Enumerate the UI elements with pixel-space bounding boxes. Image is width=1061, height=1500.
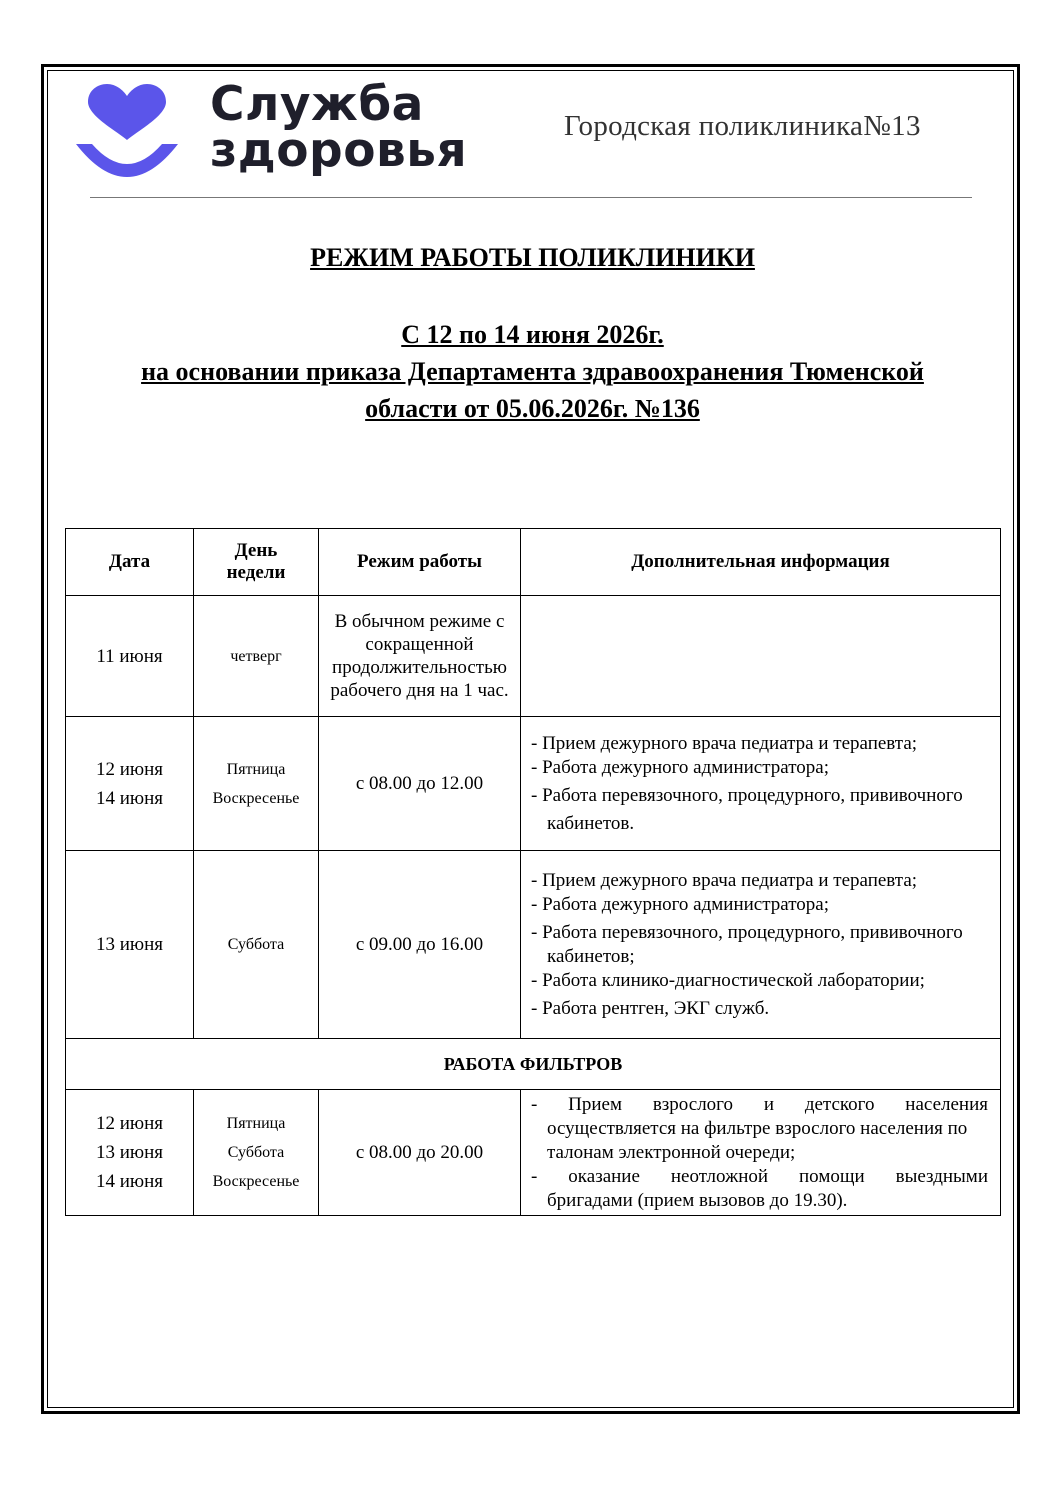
table-row bbox=[66, 1090, 1001, 1216]
weekday-value: Воскресенье bbox=[212, 1173, 300, 1190]
weekday-value: Суббота bbox=[227, 1144, 285, 1161]
order-subtitle bbox=[60, 316, 1005, 427]
date-cell bbox=[66, 851, 194, 1039]
header-mode: Режим работы bbox=[319, 529, 521, 596]
date-value: 12 июня bbox=[95, 1113, 164, 1134]
header-divider bbox=[90, 197, 972, 198]
logo-wordmark bbox=[210, 77, 468, 178]
work-mode-value: с 09.00 до 16.00 bbox=[355, 933, 484, 955]
subtitle-line-2: на основании приказа Департамента здравоохранения Тюменской bbox=[141, 357, 924, 386]
work-mode-value: В обычном режиме с сокращенной продолжительностью рабочего дня на 1 час. bbox=[330, 611, 509, 701]
logo-line-1: Служба bbox=[210, 77, 424, 132]
page-title: РЕЖИМ РАБОТЫ ПОЛИКЛИНИКИ bbox=[310, 243, 755, 272]
weekday-cell bbox=[194, 851, 319, 1039]
info-line: - Работа клинико-диагностической лаборатории; bbox=[531, 969, 925, 991]
info-line: - Работа рентген, ЭКГ служб. bbox=[531, 997, 770, 1019]
info-line: - оказание неотложной помощи выездными bbox=[531, 1165, 988, 1187]
info-line: - Работа дежурного администратора; bbox=[531, 756, 829, 778]
info-line: - Работа дежурного администратора; bbox=[531, 893, 829, 915]
weekday-value: четверг bbox=[230, 647, 282, 665]
info-line: осуществляется на фильтре взрослого населения по bbox=[547, 1117, 968, 1139]
filters-section-row bbox=[66, 1039, 1001, 1090]
info-cell bbox=[521, 596, 1001, 717]
info-line: - Работа перевязочного, процедурного, прививочного bbox=[531, 784, 963, 806]
heart-smile-logo-icon bbox=[74, 80, 180, 180]
frame-ticks-top bbox=[44, 64, 1017, 67]
table-row bbox=[66, 596, 1001, 717]
info-cell bbox=[521, 717, 1001, 851]
work-mode-value: с 08.00 до 20.00 bbox=[355, 1141, 484, 1163]
weekday-value: Суббота bbox=[227, 936, 285, 953]
frame-ticks-left bbox=[41, 67, 44, 1411]
header-info: Дополнительная информация bbox=[521, 529, 1001, 596]
info-line: - Прием дежурного врача педиатра и терапевта; bbox=[531, 732, 918, 754]
frame-ticks-bottom bbox=[44, 1411, 1017, 1414]
info-line: бригадами (прием вызовов до 19.30). bbox=[547, 1189, 848, 1211]
filters-section-title: РАБОТА ФИЛЬТРОВ bbox=[66, 1039, 1001, 1090]
work-mode-cell bbox=[319, 717, 521, 851]
clinic-name: Городская поликлиника№13 bbox=[564, 110, 921, 142]
info-line: кабинетов; bbox=[547, 945, 635, 967]
date-value: 13 июня bbox=[95, 934, 164, 955]
weekday-cell bbox=[194, 717, 319, 851]
info-line: - Прием взрослого и детского населения bbox=[531, 1093, 988, 1115]
info-line: талонам электронной очереди; bbox=[547, 1141, 796, 1163]
weekday-value: Воскресенье bbox=[212, 789, 300, 807]
date-cell bbox=[66, 596, 194, 717]
table-row bbox=[66, 717, 1001, 851]
work-mode-cell bbox=[319, 1090, 521, 1216]
date-value: 12 июня bbox=[95, 758, 164, 780]
subtitle-line-3: области от 05.06.2026г. №136 bbox=[365, 394, 700, 423]
date-value: 14 июня bbox=[95, 787, 164, 809]
logo-line-2: здоровья bbox=[210, 123, 468, 178]
info-cell bbox=[521, 1090, 1001, 1216]
subtitle-line-1: С 12 по 14 июня 2026г. bbox=[401, 320, 664, 349]
work-mode-cell bbox=[319, 596, 521, 717]
date-cell bbox=[66, 717, 194, 851]
date-value: 11 июня bbox=[96, 645, 163, 667]
date-value: 14 июня bbox=[95, 1171, 164, 1192]
date-cell bbox=[66, 1090, 194, 1216]
weekday-value: Пятница bbox=[226, 1115, 286, 1132]
header-date: Дата bbox=[66, 529, 194, 596]
table-row bbox=[66, 851, 1001, 1039]
table-header-row bbox=[66, 529, 1001, 596]
work-mode-value: с 08.00 до 12.00 bbox=[355, 772, 484, 794]
schedule-table bbox=[65, 528, 1001, 1216]
weekday-value: Пятница bbox=[226, 760, 286, 778]
frame-ticks-right bbox=[1017, 67, 1020, 1411]
work-mode-cell bbox=[319, 851, 521, 1039]
date-value: 13 июня bbox=[95, 1142, 164, 1163]
info-cell bbox=[521, 851, 1001, 1039]
info-line: - Прием дежурного врача педиатра и терапевта; bbox=[531, 869, 918, 891]
info-line: - Работа перевязочного, процедурного, прививочного bbox=[531, 921, 963, 943]
info-line: кабинетов. bbox=[547, 812, 635, 834]
header-day: День недели bbox=[194, 529, 319, 596]
weekday-cell bbox=[194, 1090, 319, 1216]
weekday-cell bbox=[194, 596, 319, 717]
